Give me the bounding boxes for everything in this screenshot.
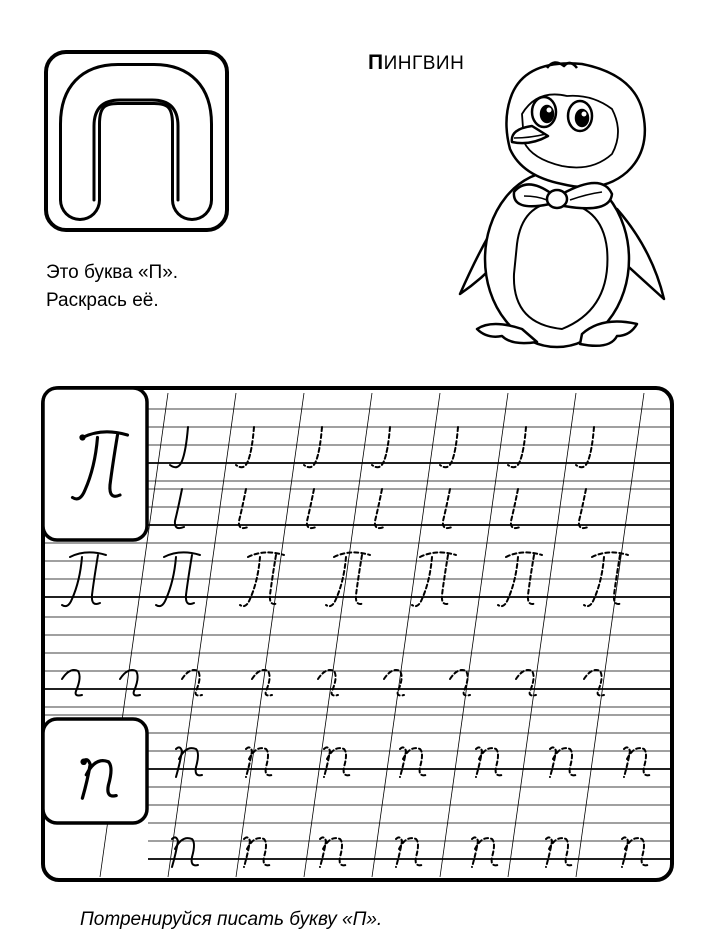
row-lowercase-p-2 (172, 837, 648, 867)
word-first-letter: П (368, 51, 384, 74)
instruction-footer: Потренируйся писать букву «П». (80, 909, 383, 930)
letter-box (44, 50, 229, 232)
row-element-i (175, 489, 588, 528)
outline-letter-p (80, 84, 192, 200)
row-lowercase-p-1 (176, 747, 650, 777)
row-element-j (170, 427, 594, 467)
word-title (368, 51, 464, 75)
word-rest: ИНГВИН (383, 53, 465, 74)
lowercase-sample-box (43, 719, 147, 823)
intro-line-2: Раскрась её. (46, 290, 159, 311)
row-element-hook (62, 670, 604, 696)
penguin-illustration (452, 54, 667, 369)
handwriting-practice-grid (40, 385, 675, 883)
intro-line-1: Это буква «П». (46, 262, 179, 283)
